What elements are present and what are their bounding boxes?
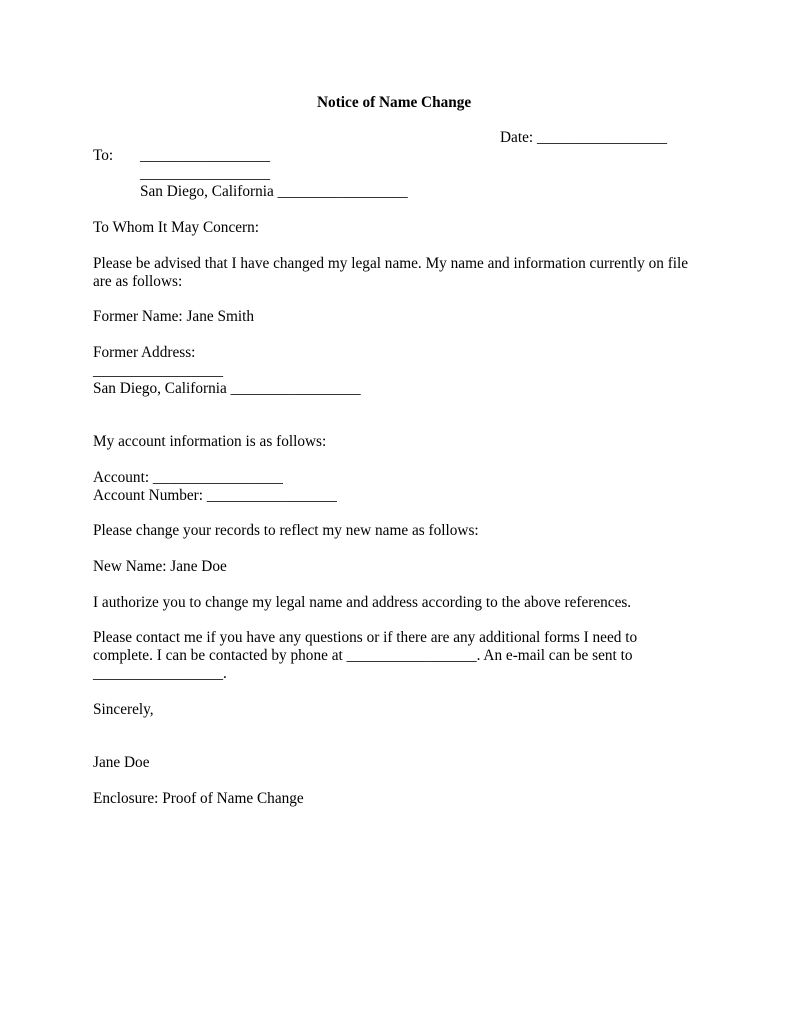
document-title: Notice of Name Change: [317, 94, 472, 111]
recipient-line-1: _________________: [140, 147, 271, 164]
date-line: Date: _________________: [500, 129, 667, 146]
signature-name: Jane Doe: [93, 754, 150, 771]
recipient-line-2: _________________: [140, 165, 271, 182]
new-name: New Name: Jane Doe: [93, 558, 227, 575]
change-request: Please change your records to reflect my new name as follows:: [93, 522, 479, 539]
former-address-line-1: _________________: [93, 362, 224, 379]
account-line: Account: _________________: [93, 469, 283, 486]
enclosure-note: Enclosure: Proof of Name Change: [93, 790, 304, 807]
contact-line-3: _________________.: [93, 665, 227, 682]
salutation: To Whom It May Concern:: [93, 219, 260, 236]
former-name: Former Name: Jane Smith: [93, 308, 255, 325]
former-address-line-2: San Diego, California _________________: [93, 380, 361, 397]
to-label: To:: [93, 147, 114, 164]
intro-line-1: Please be advised that I have changed my legal name. My name and information currently on file: [93, 255, 689, 272]
former-address-label: Former Address:: [93, 344, 196, 361]
authorization-statement: I authorize you to change my legal name and address according to the above references.: [93, 594, 632, 611]
contact-line-2: complete. I can be contacted by phone at _________________. An e-mail can be sent to: [93, 647, 633, 664]
account-number-line: Account Number: _________________: [93, 487, 337, 504]
account-intro: My account information is as follows:: [93, 433, 327, 450]
intro-line-2: are as follows:: [93, 273, 183, 290]
contact-line-1: Please contact me if you have any questions or if there are any additional forms I need to: [93, 629, 638, 646]
recipient-city-line: San Diego, California _________________: [140, 183, 408, 200]
closing: Sincerely,: [93, 701, 154, 718]
